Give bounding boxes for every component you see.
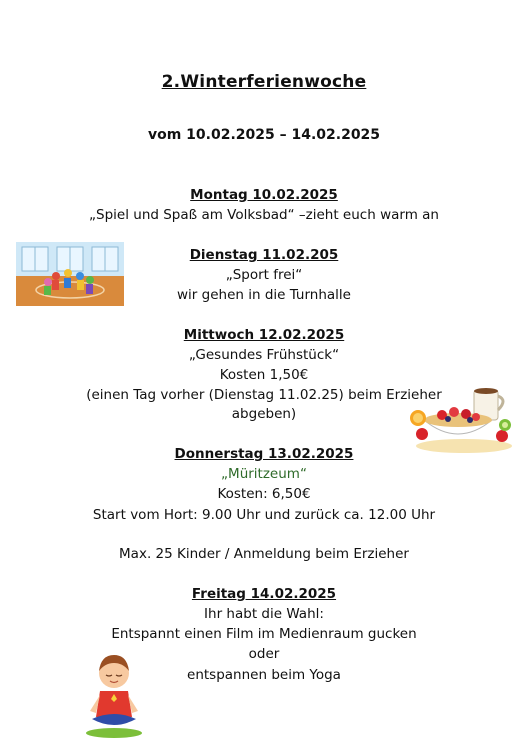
thursday-schedule: Start vom Hort: 9.00 Uhr und zurück ca. 12.00 Uhr — [92, 507, 436, 523]
wednesday-activity: „Gesundes Frühstück“ — [188, 347, 340, 363]
date-range: vom 10.02.2025 – 14.02.2025 — [147, 127, 381, 143]
friday-option-film: Entspannt einen Film im Medienraum gucken — [111, 626, 417, 642]
monday-heading: Montag 10.02.2025 — [190, 187, 338, 203]
wednesday-cost: Kosten 1,50€ — [219, 367, 309, 383]
friday-option-yoga: entspannen beim Yoga — [187, 667, 341, 683]
thursday-heading: Donnerstag 13.02.2025 — [174, 446, 354, 462]
tuesday-detail: wir gehen in die Turnhalle — [177, 287, 351, 303]
page-title: 2.Winterferienwoche — [161, 72, 367, 92]
wednesday-heading: Mittwoch 12.02.2025 — [183, 327, 345, 343]
gym-illustration — [16, 242, 124, 306]
tuesday-activity: „Sport frei“ — [225, 267, 303, 283]
wednesday-note: (einen Tag vorher (Dienstag 11.02.25) beim Erzieher — [86, 387, 442, 403]
yoga-child-illustration — [84, 653, 144, 739]
friday-or: oder — [248, 646, 280, 662]
friday-choice: Ihr habt die Wahl: — [204, 606, 324, 622]
friday-heading: Freitag 14.02.2025 — [191, 586, 337, 602]
tuesday-heading: Dienstag 11.02.205 — [189, 247, 339, 263]
thursday-cost: Kosten: 6,50€ — [217, 486, 311, 502]
breakfast-illustration — [408, 382, 514, 458]
monday-activity: „Spiel und Spaß am Volksbad“ –zieht euch warm an — [89, 207, 439, 223]
thursday-activity: „Müritzeum“ — [221, 466, 307, 482]
thursday-registration: Max. 25 Kinder / Anmeldung beim Erzieher — [119, 546, 409, 562]
wednesday-note-end: abgeben) — [231, 406, 297, 422]
